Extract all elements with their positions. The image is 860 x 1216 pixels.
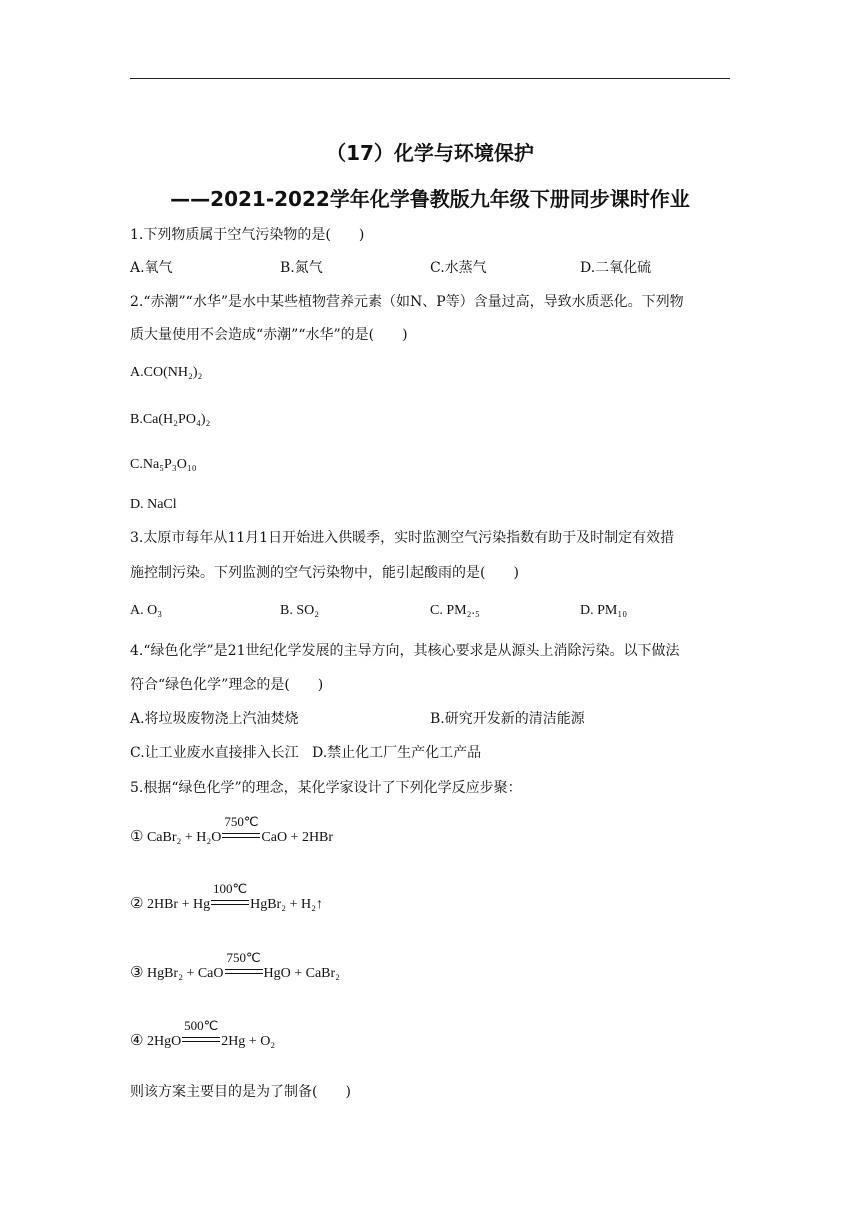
page-subtitle: ——2021-2022学年化学鲁教版九年级下册同步课时作业 [170,187,690,211]
q2-option-a: A.CO(NH₂)₂ [130,365,203,380]
reaction-4-condition: 500℃ [184,1018,219,1033]
reaction-3-products: HgO + CaBr₂ [263,966,341,981]
q4-option-a: A.将垃圾废物浇上汽油焚烧 [130,711,299,727]
q3-option-a: A. O₃ [130,603,163,618]
reaction-number-4: ④ [130,1031,144,1049]
reaction-number-2: ② [130,894,144,912]
q5-reaction-4 [130,1018,276,1051]
reaction-2-condition: 100℃ [213,881,248,896]
q1-stem: 1.下列物质属于空气污染物的是( ) [130,227,365,243]
q4-option-c: C.让工业废水直接排入长江 [130,745,299,761]
reaction-2-reactants: 2HBr + Hg [146,897,211,912]
q4-option-b: B.研究开发新的清洁能源 [430,711,585,727]
reaction-number-3: ③ [130,963,144,981]
q2-stem-line2: 质大量使用不会造成“赤潮”“水华”的是( ) [130,327,408,343]
q3-option-d: D. PM₁₀ [580,603,628,618]
reaction-3-reactants: HgBr₂ + CaO [146,966,224,981]
reaction-4-products: 2Hg + O₂ [221,1034,276,1049]
page-title: （17）化学与环境保护 [326,141,534,165]
reaction-2-condition-arrow [211,881,249,908]
q3-option-b: B. SO₂ [280,603,320,618]
q2-option-b-formula: Ca(H₂PO₄)₂ [142,412,211,427]
q4-stem-line1: 4.“绿色化学”是21世纪化学发展的主导方向，其核心要求是从源头上消除污染。以下做法 [130,643,680,659]
q2-option-a-formula: CO(NH₂)₂ [143,365,203,380]
q4-option-d: D.禁止化工厂生产化工产品 [312,745,482,761]
header-rule [130,78,730,79]
reaction-1-condition: 750℃ [224,814,259,829]
q2-option-c: C.Na₅P₃O₁₀ [130,457,197,472]
reaction-1-condition-arrow [222,814,260,841]
q5-stem: 5.根据“绿色化学”的理念，某化学家设计了下列化学反应步聚： [130,780,522,796]
reaction-3-condition-arrow [225,950,263,977]
q1-option-d: D.二氧化硫 [580,260,652,276]
reaction-4-condition-arrow [182,1018,220,1045]
q5-reaction-1 [130,814,334,847]
q1-option-b: B.氮气 [280,260,323,276]
q2-option-b: B.Ca(H₂PO₄)₂ [130,412,211,427]
q3-option-c: C. PM₂.₅ [430,603,480,618]
q2-stem-line1: 2.“赤潮”“水华”是水中某些植物营养元素（如N、P等）含量过高，导致水质恶化。下列物 [130,294,684,310]
q1-option-c: C.水蒸气 [430,260,487,276]
reaction-1-products: CaO + 2HBr [261,830,334,845]
q3-stem-line2: 施控制污染。下列监测的空气污染物中，能引起酸雨的是( ) [130,565,519,581]
q5-reaction-3 [130,950,341,983]
reaction-number-1: ① [130,827,144,845]
q3-stem-line1: 3.太原市每年从11月1日开始进入供暖季，实时监测空气污染指数有助于及时制定有效措 [130,530,675,546]
q2-option-d: D. NaCl [130,497,177,512]
q4-stem-line2: 符合“绿色化学”理念的是( ) [130,677,324,693]
reaction-2-products: HgBr₂ + H₂↑ [250,897,323,912]
q2-option-c-formula: Na₅P₃O₁₀ [142,457,197,472]
q1-option-a: A.氧气 [130,260,173,276]
q5-reaction-2 [130,881,323,914]
reaction-4-reactants: 2HgO [146,1034,182,1049]
q5-tail: 则该方案主要目的是为了制备( ) [130,1084,351,1100]
reaction-3-condition: 750℃ [226,950,261,965]
reaction-1-reactants: CaBr₂ + H₂O [146,830,222,845]
